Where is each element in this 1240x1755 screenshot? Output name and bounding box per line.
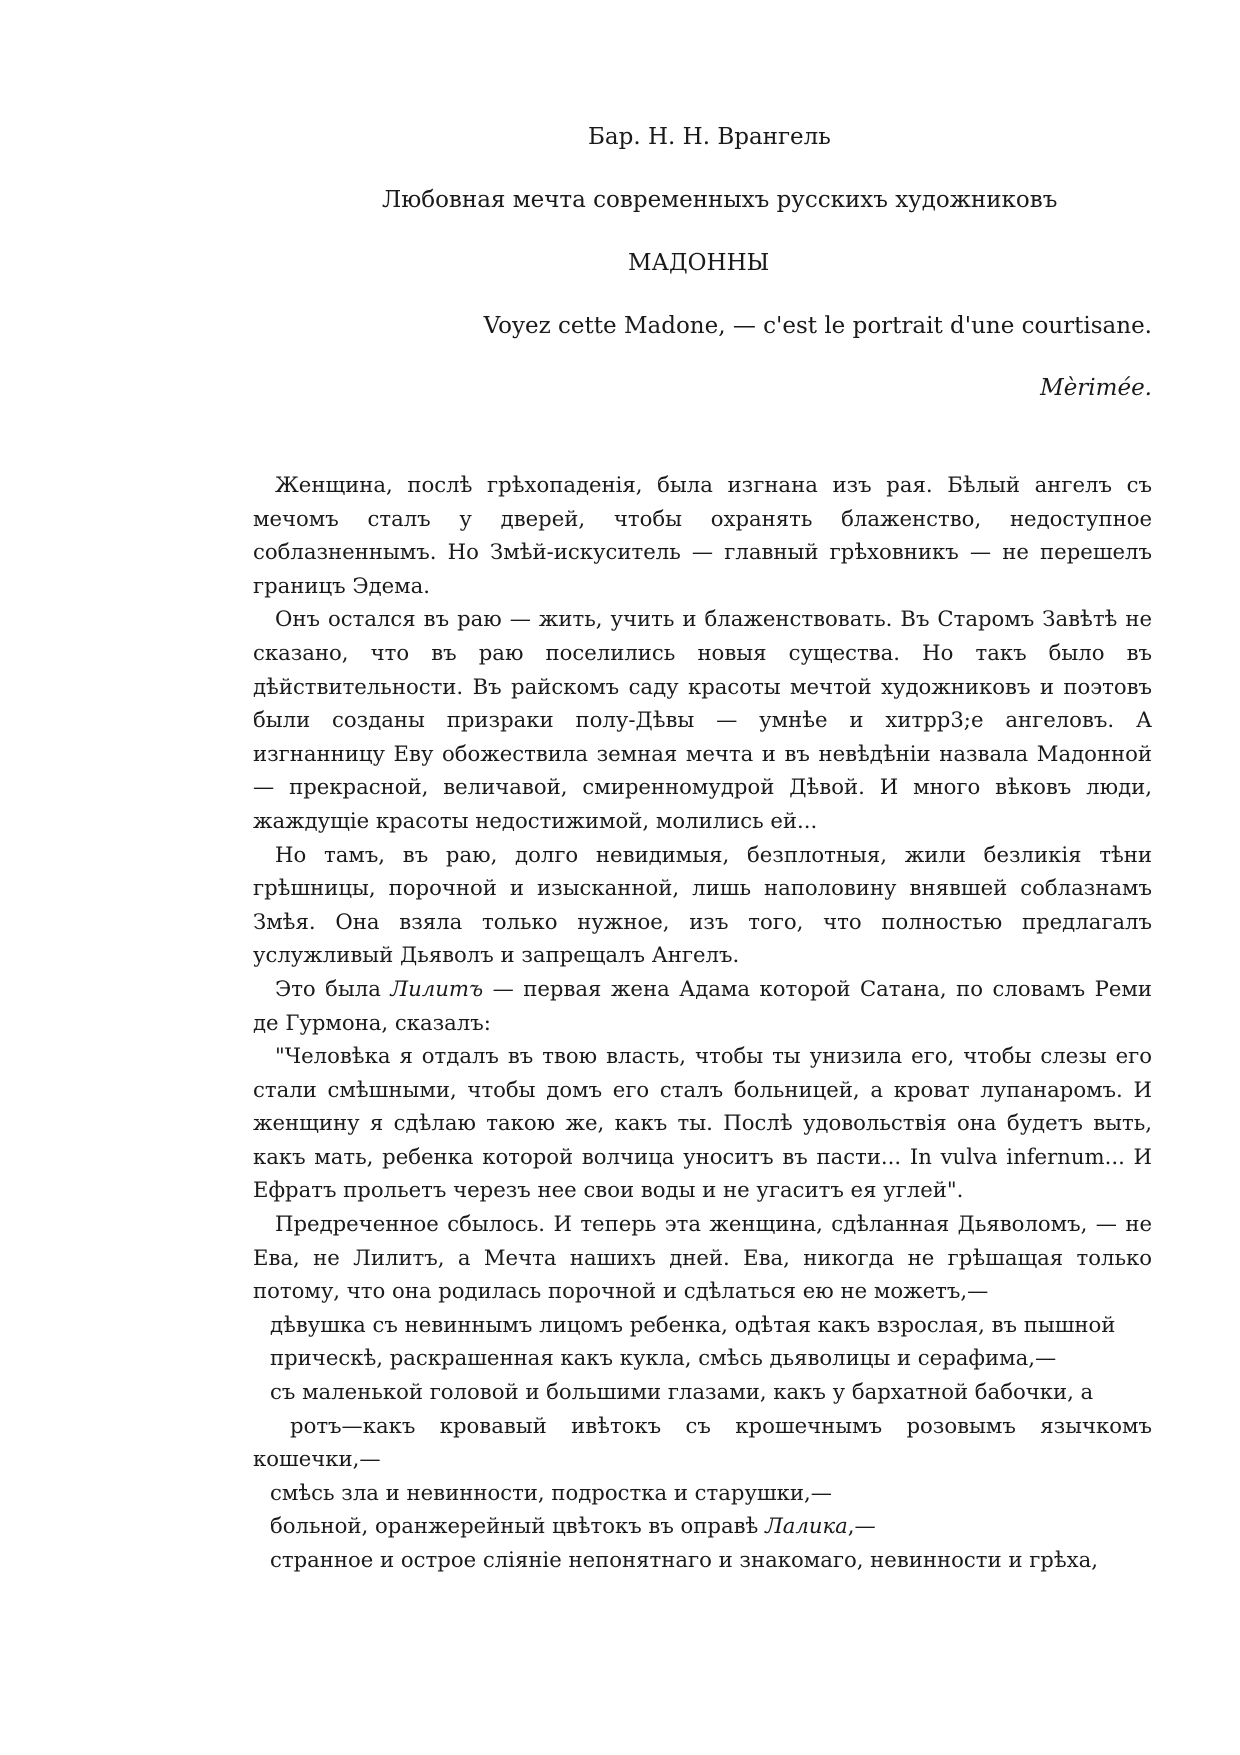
paragraph-1: Женщина, послѣ грѣхопаденія, была изгнана изъ рая. Бѣлый ангелъ съ мечомъ сталъ у дверей, чтобы охранять блаженство, недоступное соблазненнымъ. Но Змѣй-искуситель — главный грѣховникъ — не перешелъ границъ Эдема. [253,472,1152,598]
paragraph-2: Онъ остался въ раю — жить, учить и блаженствовать. Въ Старомъ Завѣтѣ не сказано, что въ раю поселились новыя существа. Но такъ было въ дѣйствительности. Въ райскомъ саду красоты мечтой художниковъ и поэтовъ были созданы призраки полу-Дѣвы — умнѣе и хитрр3;е ангеловъ. А изгнанницу Еву обожествила земная мечта и въ невѣдѣніи назвала Мадонной — прекрасной, величавой, смиренномудрой Дѣвой. И много вѣковъ люди, жаждущіе красоты недостижимой, молились ей... [253,606,1152,833]
paragraph-3: Но тамъ, въ раю, долго невидимыя, безплотныя, жили безликія тѣни грѣшницы, порочной и изысканной, лишь наполовину внявшей соблазнамъ Змѣя. Она взяла только нужное, изъ того, что полностью предлагалъ услужливый Дьяволъ и запрещалъ Ангелъ. [253,841,1152,968]
verse-line-4: ротъ—какъ кровавый ивѣтокъ съ крошечнымъ розовымъ язычкомъ кошечки,— [253,1412,1152,1472]
page-title: МАДОННЫ [628,250,770,276]
lilith-name: Лилитъ [390,975,484,1001]
verse-line-2: прическѣ, раскрашенная какъ кукла, смѣсь дьяволицы и серафима,— [270,1345,1057,1371]
quote-paragraph: "Человѣка я отдалъ въ твою власть, чтобы ты унизила его, чтобы слезы его стали смѣшными, чтобы домъ его сталъ больницей, а кроват лупанаромъ. И женщину я сдѣлаю такою же, какъ ты. Послѣ удовольствія она будетъ выть, какъ мать, ребенка которой волчица уноситъ въ пасти... In vulva infernum... И Ефратъ прольетъ черезъ нее свои воды и не угаситъ ея углей". [253,1043,1152,1203]
subtitle: Любовная мечта современныхъ русскихъ художниковъ [382,187,1058,213]
verse-line-6-end: ,— [847,1513,876,1539]
verse-line-6 [253,1509,1152,1543]
paragraph-4-rest: — первая жена Адама которой Сатана, по словамъ Реми де Гурмона, сказалъ: [253,975,1153,1035]
paragraph-4 [253,972,1152,1039]
verse-line-6-lead: больной, оранжерейный цвѣтокъ въ оправѣ [270,1513,766,1539]
epigraph-author: Mèrimée. [1040,375,1152,401]
verse-line-5: смѣсь зла и невинности, подростка и старушки,— [270,1479,832,1505]
author-line: Бар. Н. Н. Врангель [588,124,831,150]
verse-line-3: съ маленькой головой и большими глазами, какъ у бархатной бабочки, а [270,1379,1094,1405]
verse-line-7: странное и острое сліяніе непонятнаго и знакомаго, невинности и грѣха, [270,1547,1098,1572]
paragraph-6: Предреченное сбылось. И теперь эта женщина, сдѣланная Дьяволомъ, — не Ева, не Лилитъ, а Мечта нашихъ дней. Ева, никогда не грѣшащая только потому, что она родилась порочной и сдѣлаться ею не можетъ,— [253,1211,1152,1304]
lalique-name: Лалика [765,1513,848,1539]
epigraph: Voyez cette Madone, — c'est le portrait d'une courtisane. [483,313,1152,339]
verse-line-1: дѣвушка съ невиннымъ лицомъ ребенка, одѣтая какъ взрослая, въ пышной [270,1311,1116,1337]
body-text [253,468,1152,1577]
paragraph-4-lead: Это была [275,975,391,1001]
